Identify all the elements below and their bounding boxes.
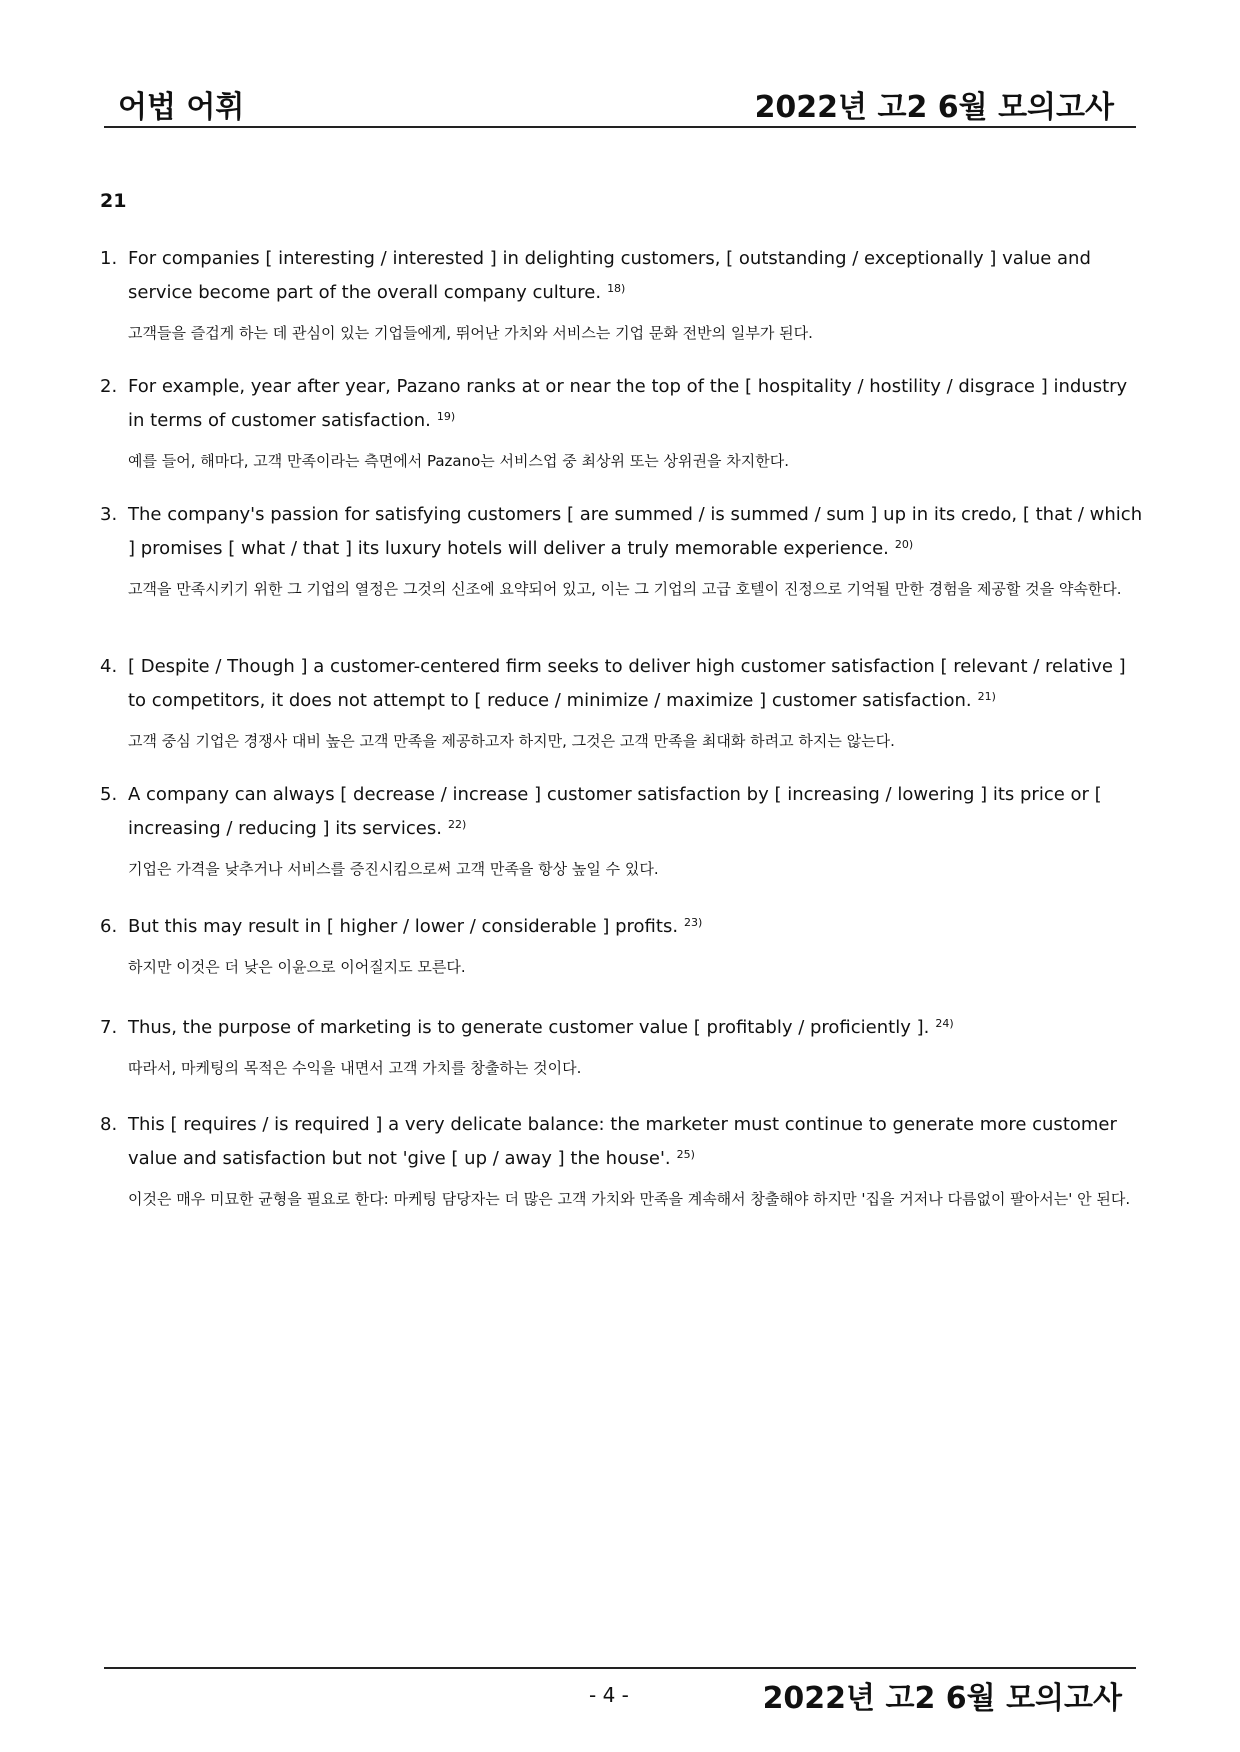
item-list xyxy=(100,244,1145,1212)
item-number: 1. xyxy=(100,248,118,269)
footnote-marker: 23) xyxy=(684,916,703,929)
sentence-text: Thus, the purpose of marketing is to generate customer value [ profitably / proficiently ]. xyxy=(128,1017,930,1038)
english-sentence xyxy=(100,908,1145,942)
korean-translation: 고객들을 즐겁게 하는 데 관심이 있는 기업들에게, 뛰어난 가치와 서비스는 기업 문화 전반의 일부가 된다. xyxy=(128,324,813,342)
korean-translation: 고객 중심 기업은 경쟁사 대비 높은 고객 만족을 제공하고자 하지만, 그것은 고객 만족을 최대화 하려고 하지는 않는다. xyxy=(128,732,895,750)
item-number: 5. xyxy=(100,784,118,805)
list-item xyxy=(100,908,1145,1009)
sentence-text: [ Despite / Though ] a customer-centered firm seeks to deliver high customer satisfaction [ relevant / relative ] to competitors, it does not attempt to [ reduce / minimize / maximize ] customer satisfaction. xyxy=(128,656,1126,711)
korean-translation: 이것은 매우 미묘한 균형을 필요로 한다: 마케팅 담당자는 더 많은 고객 가치와 만족을 계속해서 창출해야 하지만 '집을 거저나 다름없이 팔아서는' 안 된다. xyxy=(128,1190,1131,1208)
sentence-text: This [ requires / is required ] a very delicate balance: the marketer must continue to generate more customer value and satisfaction but not 'give [ up / away ] the house'. xyxy=(128,1114,1117,1169)
english-sentence xyxy=(100,1009,1145,1043)
korean-translation: 하지만 이것은 더 낮은 이윤으로 이어질지도 모른다. xyxy=(128,958,466,976)
subject-title: 어법 어휘 xyxy=(118,90,245,125)
list-item xyxy=(100,652,1145,780)
item-number: 8. xyxy=(100,1114,118,1135)
korean-translation: 기업은 가격을 낮추거나 서비스를 증진시킴으로써 고객 만족을 항상 높일 수 있다. xyxy=(128,860,659,878)
footnote-marker: 22) xyxy=(447,818,467,831)
page-footer xyxy=(104,1667,1136,1729)
list-item xyxy=(100,500,1145,652)
english-sentence xyxy=(100,652,1145,716)
footnote-marker: 21) xyxy=(977,690,996,703)
footnote-marker: 25) xyxy=(676,1148,695,1161)
korean-translation: 예를 들어, 해마다, 고객 만족이라는 측면에서 Pazano는 서비스업 중 최상위 또는 상위권을 차지한다. xyxy=(128,452,789,470)
list-item xyxy=(100,244,1145,372)
footer-exam-title: 2022년 고2 6월 모의고사 xyxy=(762,1681,1122,1716)
footnote-marker: 20) xyxy=(894,538,914,551)
item-number: 2. xyxy=(100,376,118,397)
korean-translation: 따라서, 마케팅의 목적은 수익을 내면서 고객 가치를 창출하는 것이다. xyxy=(128,1059,582,1077)
english-sentence xyxy=(100,500,1145,564)
list-item xyxy=(100,1110,1145,1212)
item-number: 4. xyxy=(100,656,118,677)
korean-translation: 고객을 만족시키기 위한 그 기업의 열정은 그것의 신조에 요약되어 있고, 이는 그 기업의 고급 호텔이 진정으로 기억될 만한 경험을 제공할 것을 약속한다. xyxy=(128,580,1122,598)
sentence-text: But this may result in [ higher / lower / considerable ] profits. xyxy=(128,916,679,937)
item-number: 3. xyxy=(100,504,118,525)
english-sentence xyxy=(100,780,1145,844)
question-number: 21 xyxy=(100,190,127,212)
footnote-marker: 19) xyxy=(436,410,456,423)
sentence-text: For example, year after year, Pazano ranks at or near the top of the [ hospitality / hostility / disgrace ] industry in terms of customer satisfaction. xyxy=(128,376,1128,431)
english-sentence xyxy=(100,372,1145,436)
page-header xyxy=(104,76,1136,128)
list-item xyxy=(100,1009,1145,1110)
item-number: 6. xyxy=(100,916,118,937)
english-sentence xyxy=(100,244,1145,308)
english-sentence xyxy=(100,1110,1145,1174)
footnote-marker: 24) xyxy=(935,1017,954,1030)
sentence-text: For companies [ interesting / interested ] in delighting customers, [ outstanding / exceptionally ] value and service become part of the overall company culture. xyxy=(128,248,1091,303)
footnote-marker: 18) xyxy=(607,282,626,295)
list-item xyxy=(100,780,1145,908)
exam-title: 2022년 고2 6월 모의고사 xyxy=(754,90,1114,125)
sentence-text: A company can always [ decrease / increase ] customer satisfaction by [ increasing / lowering ] its price or [ increasing / reducing ] its services. xyxy=(128,784,1102,839)
item-number: 7. xyxy=(100,1017,118,1038)
list-item xyxy=(100,372,1145,500)
sentence-text: The company's passion for satisfying customers [ are summed / is summed / sum ] up in its credo, [ that / which ] promises [ what / that ] its luxury hotels will deliver a truly memorable experience. xyxy=(128,504,1143,559)
page-number: - 4 - xyxy=(589,1683,629,1707)
